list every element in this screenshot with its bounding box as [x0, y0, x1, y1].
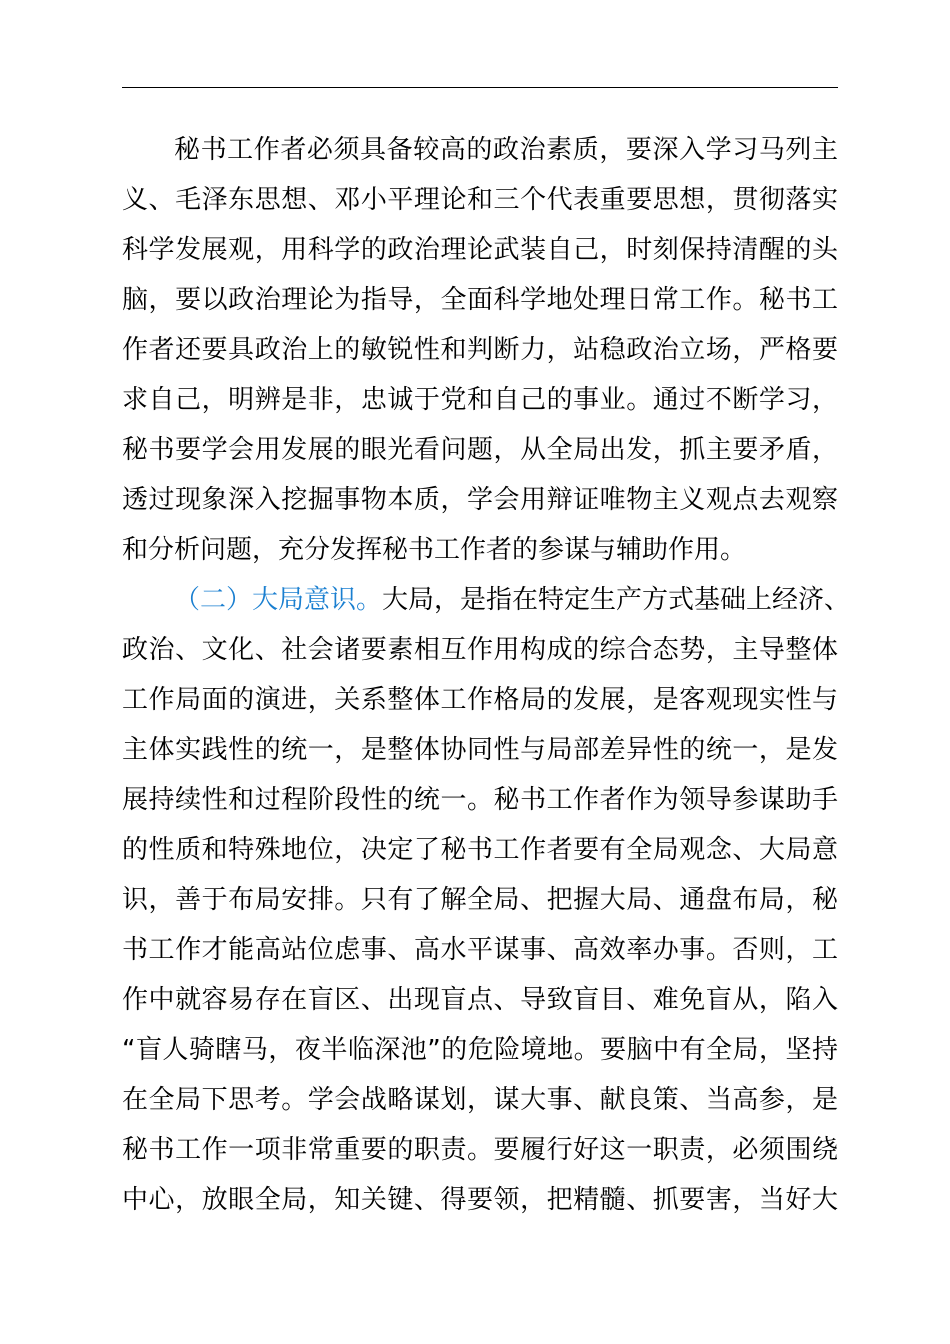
- paragraph-2-line-13: 中心，放眼全局，知关键、得要领，把精髓、抓要害，当好大: [122, 1185, 838, 1215]
- paragraph-1-line-4: 脑，要以政治理论为指导，全面科学地处理日常工作。秘书工: [122, 285, 838, 315]
- paragraph-1-line-5: 作者还要具政治上的敏锐性和判断力，站稳政治立场，严格要: [122, 335, 838, 365]
- section-heading: （二）大局意识。: [174, 585, 383, 615]
- paragraph-2-line-3: 工作局面的演进，关系整体工作格局的发展，是客观现实性与: [122, 685, 838, 715]
- paragraph-1-line-7: 秘书要学会用发展的眼光看问题，从全局出发，抓主要矛盾，: [122, 435, 838, 465]
- paragraph-2-line-8: 书工作才能高站位虑事、高水平谋事、高效率办事。否则，工: [122, 935, 838, 965]
- paragraph-1-line-1: 秘书工作者必须具备较高的政治素质，要深入学习马列主: [174, 135, 838, 165]
- paragraph-1-line-6: 求自己，明辨是非，忠诚于党和自己的事业。通过不断学习，: [122, 385, 838, 415]
- paragraph-2-line-6: 的性质和特殊地位，决定了秘书工作者要有全局观念、大局意: [122, 835, 838, 865]
- paragraph-2-line-9: 作中就容易存在盲区、出现盲点、导致盲目、难免盲从，陷入: [122, 985, 838, 1015]
- paragraph-2-line-5: 展持续性和过程阶段性的统一。秘书工作者作为领导参谋助手: [122, 785, 838, 815]
- paragraph-2-line-10: “盲人骑瞎马，夜半临深池”的危险境地。要脑中有全局，坚持: [122, 1035, 838, 1065]
- paragraph-2-line-12: 秘书工作一项非常重要的职责。要履行好这一职责，必须围绕: [122, 1135, 838, 1165]
- paragraph-2-line-7: 识，善于布局安排。只有了解全局、把握大局、通盘布局，秘: [122, 885, 838, 915]
- paragraph-2-line-11: 在全局下思考。学会战略谋划，谋大事、献良策、当高参，是: [122, 1085, 838, 1115]
- paragraph-1-line-8: 透过现象深入挖掘事物本质，学会用辩证唯物主义观点去观察: [122, 485, 838, 515]
- paragraph-1-line-2: 义、毛泽东思想、邓小平理论和三个代表重要思想，贯彻落实: [122, 185, 838, 215]
- paragraph-2-line-2: 政治、文化、社会诸要素相互作用构成的综合态势，主导整体: [122, 635, 838, 665]
- paragraph-2-line-1-text: 大局，是指在特定生产方式基础上经济、: [382, 585, 851, 615]
- paragraph-1-line-9: 和分析问题，充分发挥秘书工作者的参谋与辅助作用。: [122, 535, 747, 565]
- paragraph-2-line-4: 主体实践性的统一，是整体协同性与局部差异性的统一，是发: [122, 735, 838, 765]
- paragraph-1-line-3: 科学发展观，用科学的政治理论武装自己，时刻保持清醒的头: [122, 235, 838, 265]
- paragraph-2-line-1: [174, 575, 851, 625]
- header-rule: [122, 87, 838, 88]
